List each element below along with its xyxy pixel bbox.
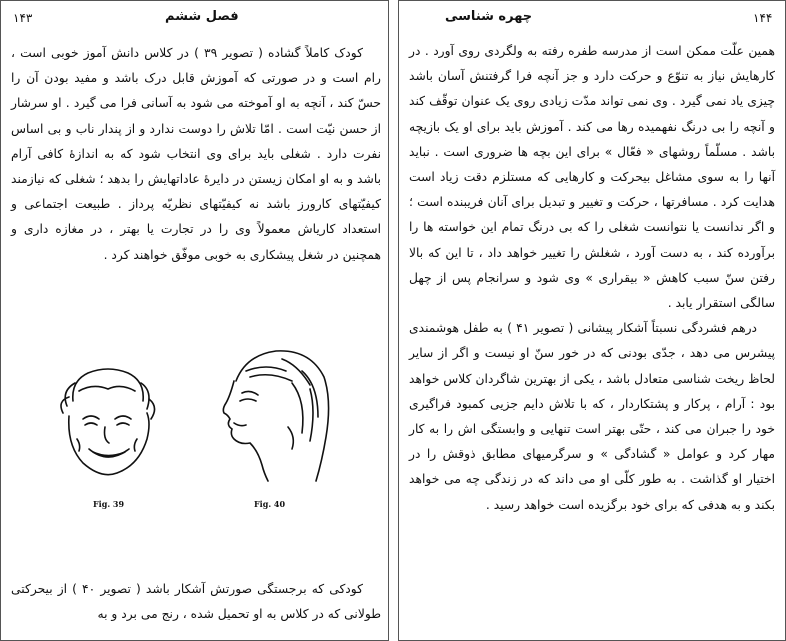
left-paragraph-1: کودک کاملاً گشاده ( تصویر ۳۹ ) در کلاس دانش آموز خوبی است ، رام است و در صورتی که آموزش قابل درک باشد و مفید بودن آن را حسّ کند ، آنچه به او آموخته می شود به آسانی فرا می گیرد . او سرشار از حسن نیّت است . امّا تلاش را دوست ندارد و از پندار ناب و بی اساس نفرت دارد . شغلی باید برای وی انتخاب شود که به اندازهٔ کافی آرام باشد و به او امکان زیستن در دایرهٔ عاداتهایش را بدهد ؛ شغلی که نیازمند کیفیّتهای کارورز باشد نه کیفیّتهای نظریّه پرداز . طبیعت اجتماعی و استعداد کاریاش معمولاً وی را در تجارت یا بهتر ، در مغازه داری و همچنین در شغل پیشکاری به خوبی موفّق خواهند کرد . xyxy=(11,46,381,262)
fig-40-caption: Fig. 40 xyxy=(254,499,286,509)
right-chapter-title: چهره شناسی xyxy=(445,9,533,24)
right-body-block xyxy=(409,39,775,518)
fig-39-caption: Fig. 39 xyxy=(93,499,125,509)
left-book-page xyxy=(0,0,389,641)
left-paragraph-2: کودکی که برجستگی صورتش آشکار باشد ( تصویر ۴۰ ) از بیحرکتی طولانی که در کلاس به او تحمیل شده ، رنج می برد و به xyxy=(11,582,381,622)
right-page-number: ۱۴۴ xyxy=(753,11,773,25)
child-profile-face-illustration xyxy=(206,341,336,491)
left-page-number: ۱۴۳ xyxy=(13,11,33,25)
right-book-page xyxy=(398,0,786,641)
left-chapter-title: فصل ششم xyxy=(165,9,239,24)
right-paragraph-1: همین علّت ممکن است از مدرسه طفره رفته به ولگردی روی آورد . در کارهایش نیاز به تنوّع و حرکت دارد و جز آنچه فرا گرفتنش آسان باشد چیزی یاد نمی گیرد . وی نمی تواند مدّت زیادی روی یک عنوان توقّف کند و آنچه را بی درنگ نفهمیده رها می کند . آموزش باید برای او یک بازیچه باشد . مسلّماً روشهای « فعّال » برای این بچه ها ضروری است . نباید آنها را به سوی مشاغل بیحرکت و کارهایی که مستلزم دقت زیاد است هدایت کرد . مسافرتها ، حرکت و تغییر و تبدیل برای آنان فریبنده است ؛ و اگر ندانست یا نتوانست شغلی را که بی درنگ تمام این خواسته ها را برآورده کند ، به دست آورد ، شغلش را تغییر خواهد داد ، تا این که بالا رفتن سنّ سبب کاهش « بیقراری » وی شود و سرانجام پس از چهل سالگی استقرار یابد . xyxy=(409,44,775,311)
smiling-child-face-front-illustration xyxy=(53,361,163,491)
left-paragraph-2-block xyxy=(11,577,381,627)
right-paragraph-2: درهم فشردگی نسبتاً آشکار پیشانی ( تصویر ۴۱ ) به طفل هوشمندی پیشرس می دهد ، جدّی بودنی که در خور سنّ او نیست و اگر از سایر لحاظ ریخت شناسی متعادل باشد ، یکی از بهترین شاگردان کلاس خواهد بود : آرام ، پرکار و پشتکاردار ، که با تلاش دایم جزیی کمبود فراگیری خود را جبران می کند ، حتّی بهتر است تنهایی و وابستگی اش را به کار مهار کرد و عوامل « گشادگی » و سرگرمیهای مطابق ذوقش را در اختیار او گذاشت . به طور کلّی او می داند که در زندگی چه می خواهد بکند و به هدفی که برای خود برگزیده است خواهد رسید . xyxy=(409,321,775,512)
left-paragraph-1-block xyxy=(11,41,381,268)
